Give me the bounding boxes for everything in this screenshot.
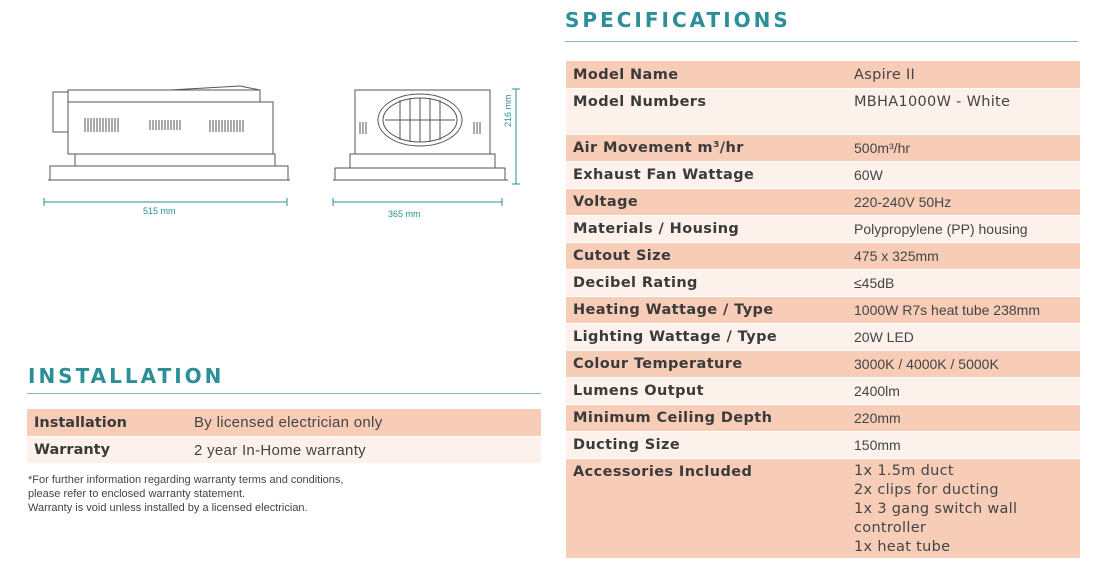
- spec-row-lumens-output: [566, 377, 1080, 404]
- accessory-item: 2x clips for ducting: [854, 482, 999, 498]
- spec-value: 150mm: [854, 437, 901, 453]
- spec-label: Model Name: [573, 66, 679, 83]
- spec-label: Model Numbers: [573, 94, 707, 110]
- spec-label: Cutout Size: [573, 248, 672, 264]
- dimension-lines: [0, 80, 540, 230]
- spec-value: 60W: [854, 167, 883, 183]
- footnote-line: please refer to enclosed warranty statement.: [28, 488, 246, 500]
- spec-value: Aspire II: [854, 66, 916, 83]
- spec-row-model-numbers: [566, 88, 1080, 134]
- footnote-line: Warranty is void unless installed by a licensed electrician.: [28, 502, 308, 514]
- install-label: Warranty: [34, 442, 111, 458]
- spec-value: 500m³/hr: [854, 140, 911, 156]
- spec-label: Lighting Wattage / Type: [573, 329, 778, 345]
- spec-row-exhaust-fan-wattage: [566, 161, 1080, 188]
- spec-label: Air Movement m³/hr: [573, 140, 744, 156]
- spec-value: 20W LED: [854, 329, 914, 345]
- spec-row-lighting-wattage: [566, 323, 1080, 350]
- install-value: 2 year In-Home warranty: [194, 441, 366, 459]
- install-value: By licensed electrician only: [194, 414, 383, 431]
- installation-rule: [27, 393, 541, 394]
- installation-title: INSTALLATION: [28, 364, 225, 388]
- accessories-list: [844, 462, 1080, 558]
- spec-label: Decibel Rating: [573, 275, 698, 291]
- spec-label: Colour Temperature: [573, 356, 743, 372]
- spec-value: 1000W R7s heat tube 238mm: [854, 302, 1040, 318]
- spec-row-materials-housing: [566, 215, 1080, 242]
- installation-table: [27, 409, 541, 463]
- spec-label: Lumens Output: [573, 383, 704, 399]
- specifications-table: [566, 61, 1080, 558]
- spec-label: Ducting Size: [573, 437, 681, 453]
- spec-row-voltage: [566, 188, 1080, 215]
- spec-value: 220mm: [854, 410, 901, 426]
- spec-label: Accessories Included: [573, 464, 753, 480]
- footnote-line: *For further information regarding warranty terms and conditions,: [28, 474, 344, 486]
- install-row-installation: [27, 409, 541, 436]
- spec-row-minimum-ceiling-depth: [566, 404, 1080, 431]
- install-row-warranty: [27, 436, 541, 463]
- width-dimension-label: 515 mm: [143, 206, 176, 216]
- spec-row-accessories: [566, 458, 1080, 558]
- spec-row-cutout-size: [566, 242, 1080, 269]
- spec-row-model-name: [566, 61, 1080, 88]
- accessory-item: 1x 3 gang switch wall: [854, 501, 1018, 517]
- specifications-title: SPECIFICATIONS: [565, 8, 791, 32]
- accessory-item: 1x heat tube: [854, 539, 951, 555]
- spec-value: 3000K / 4000K / 5000K: [854, 356, 999, 372]
- install-label: Installation: [34, 414, 127, 431]
- spec-row-air-movement: [566, 134, 1080, 161]
- spec-row-colour-temperature: [566, 350, 1080, 377]
- spec-value: 475 x 325mm: [854, 248, 939, 264]
- specifications-rule: [565, 41, 1078, 42]
- spec-label: Materials / Housing: [573, 221, 740, 237]
- spec-value: ≤45dB: [854, 275, 895, 291]
- spec-value: MBHA1000W - White: [854, 94, 1011, 110]
- warranty-footnote: [28, 473, 508, 515]
- spec-value: Polypropylene (PP) housing: [854, 221, 1028, 237]
- spec-row-heating-wattage: [566, 296, 1080, 323]
- spec-row-ducting-size: [566, 431, 1080, 458]
- spec-label: Exhaust Fan Wattage: [573, 167, 755, 183]
- accessory-item: controller: [854, 520, 927, 536]
- spec-label: Minimum Ceiling Depth: [573, 410, 773, 426]
- spec-value: 2400lm: [854, 383, 900, 399]
- spec-row-decibel-rating: [566, 269, 1080, 296]
- accessory-item: 1x 1.5m duct: [854, 463, 954, 479]
- spec-value: 220-240V 50Hz: [854, 194, 952, 210]
- spec-label: Heating Wattage / Type: [573, 302, 774, 318]
- spec-label: Voltage: [573, 194, 639, 210]
- height-dimension-label: 216 mm: [503, 94, 513, 127]
- depth-dimension-label: 365 mm: [388, 209, 421, 219]
